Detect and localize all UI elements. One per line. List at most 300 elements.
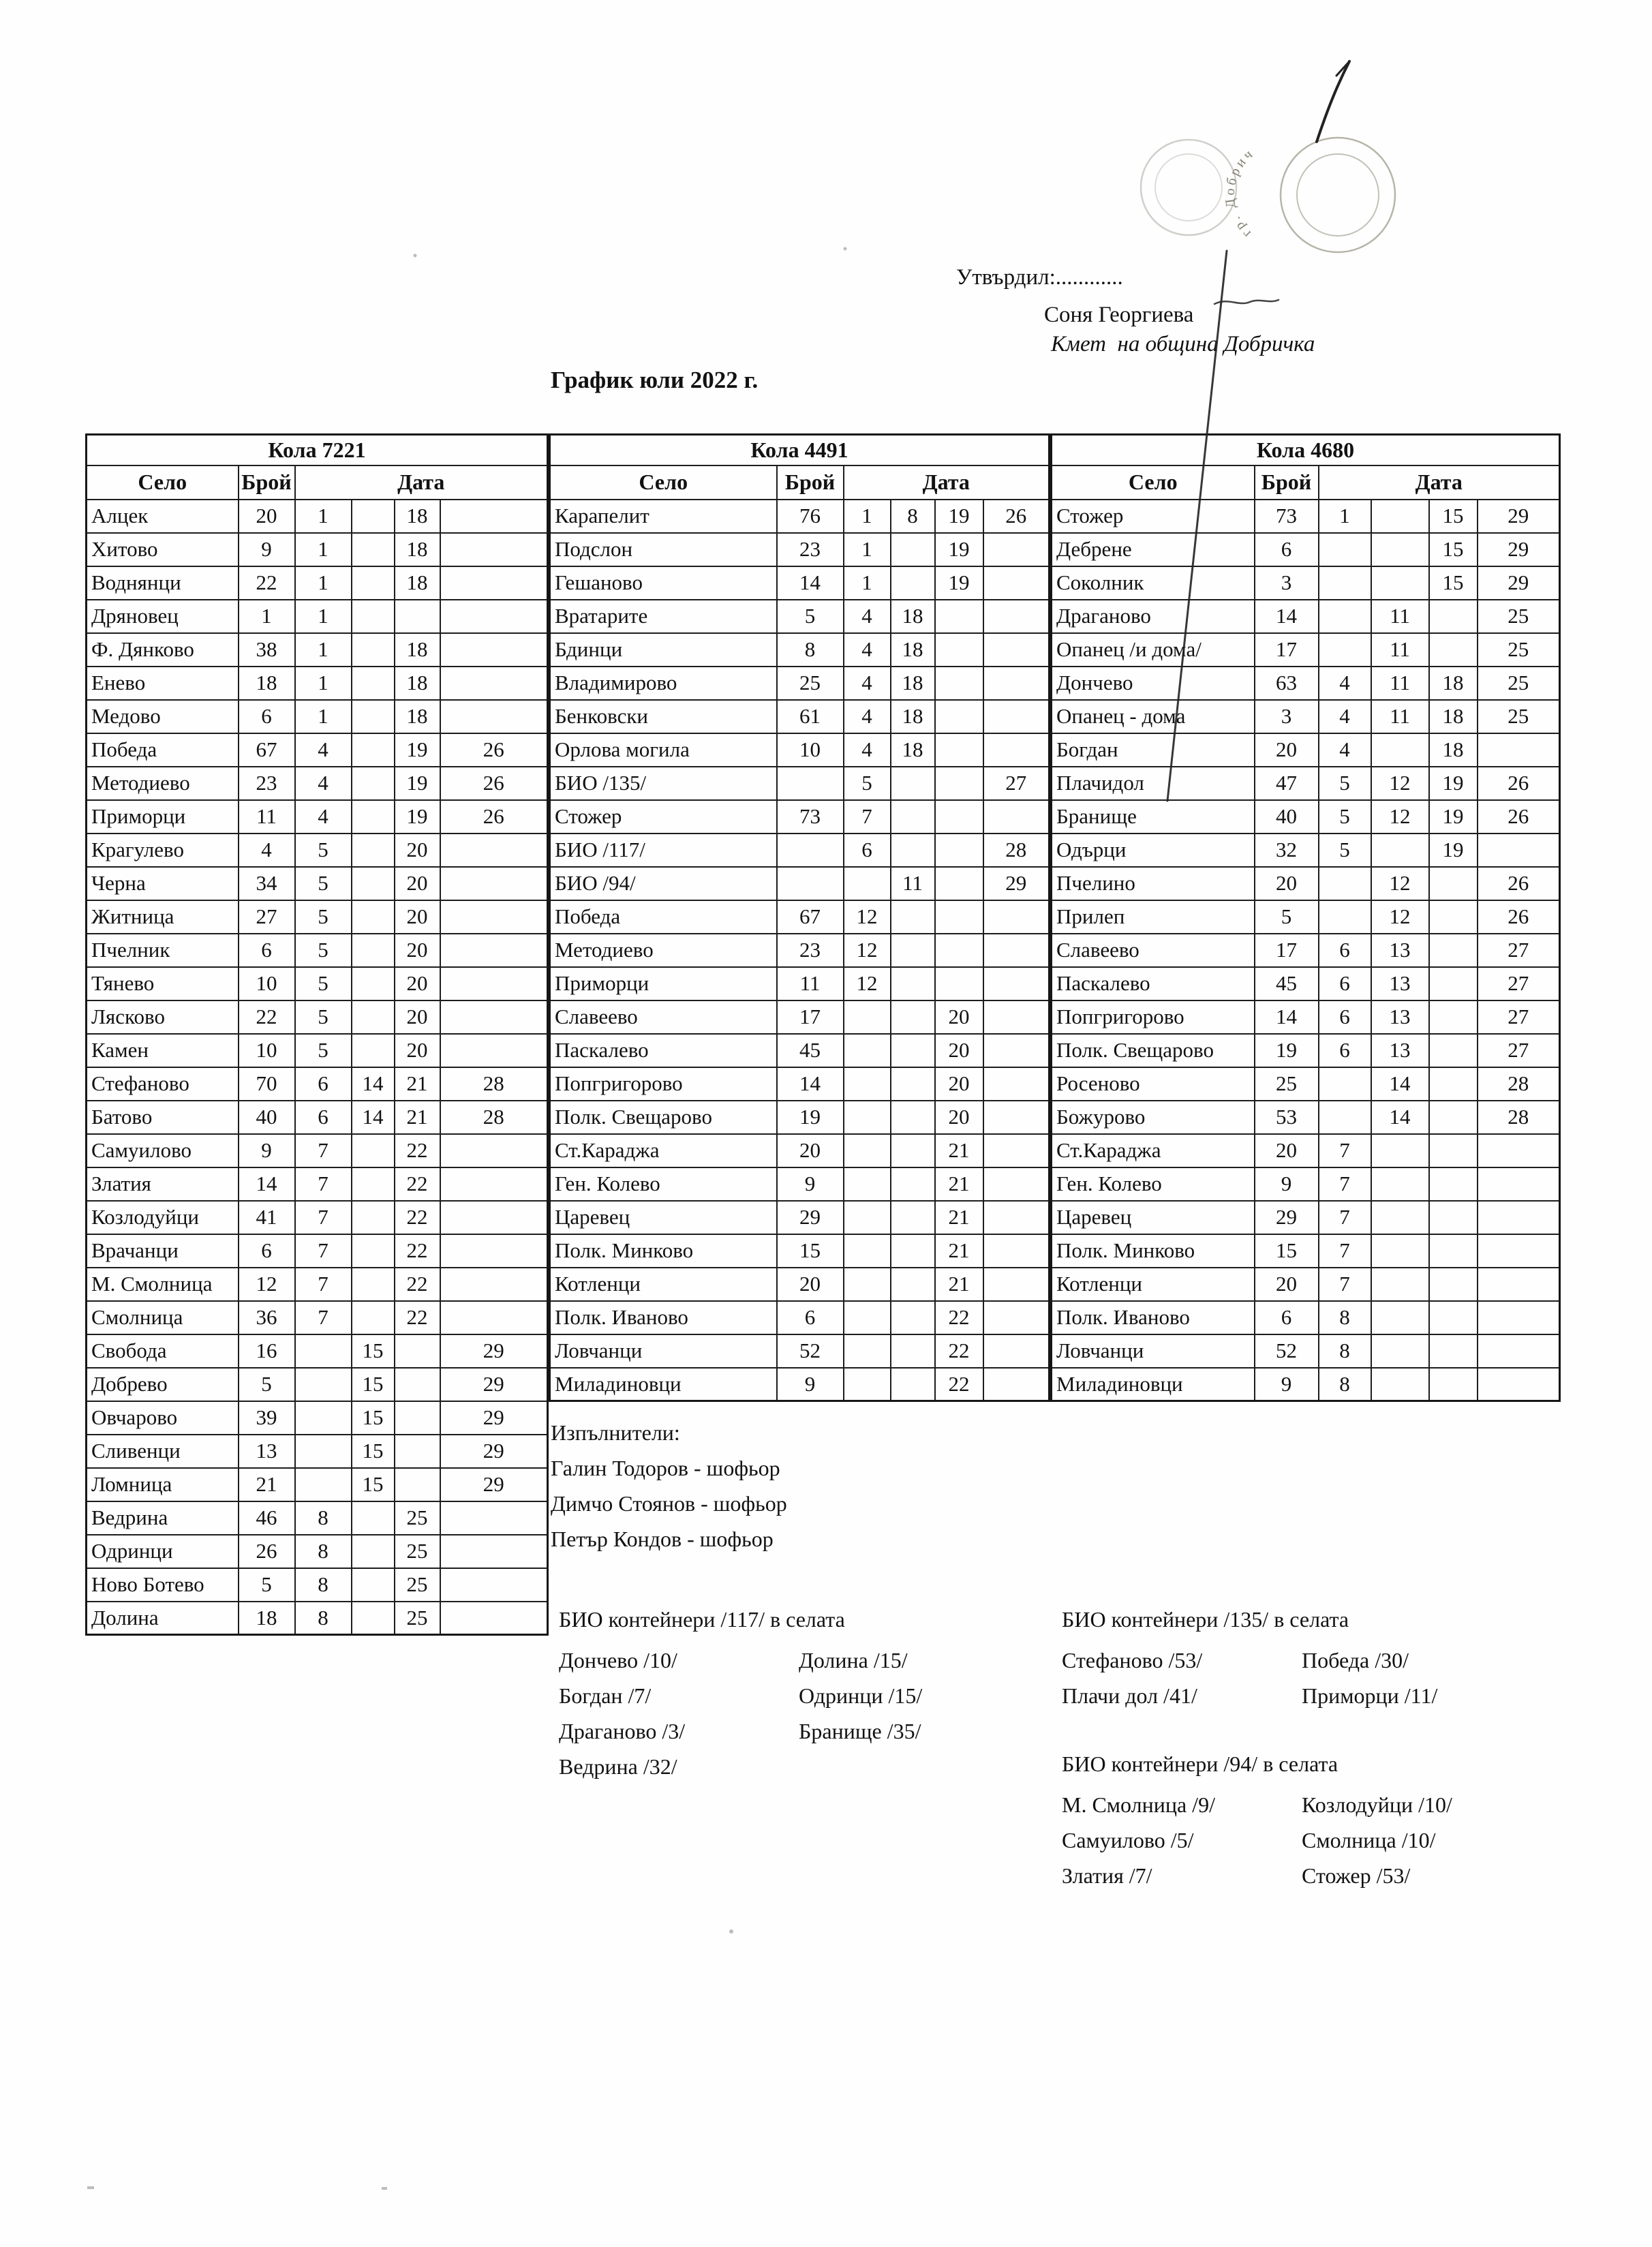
date-cell: [935, 900, 983, 934]
date-cell: 20: [935, 1000, 983, 1034]
table-row: [550, 1067, 1050, 1101]
table-row: [1052, 1000, 1560, 1034]
date-cell: [983, 967, 1050, 1000]
date-cell: 5: [1319, 834, 1371, 867]
date-cell: 7: [295, 1301, 352, 1334]
date-cell: [1478, 733, 1560, 767]
table-row: [1052, 1134, 1560, 1167]
date-cell: [891, 1000, 935, 1034]
count-cell: 5: [1255, 900, 1319, 934]
village-cell: Полк. Свещарово: [550, 1101, 777, 1134]
date-cell: [891, 566, 935, 600]
date-cell: 20: [395, 834, 440, 867]
date-cell: 8: [1319, 1334, 1371, 1368]
date-cell: 11: [1371, 700, 1429, 733]
table-row: [550, 600, 1050, 633]
date-cell: 21: [935, 1134, 983, 1167]
date-cell: [440, 1201, 548, 1234]
count-cell: 9: [777, 1167, 844, 1201]
date-cell: 20: [935, 1101, 983, 1134]
date-cell: 11: [1371, 600, 1429, 633]
village-cell: Гешаново: [550, 566, 777, 600]
stamp-left-icon: [1141, 140, 1236, 235]
count-cell: 6: [239, 700, 295, 733]
date-cell: 6: [295, 1067, 352, 1101]
date-cell: 5: [1319, 800, 1371, 834]
date-cell: [1429, 633, 1478, 667]
table-row: [550, 867, 1050, 900]
table-row: [550, 800, 1050, 834]
count-cell: 20: [1255, 1134, 1319, 1167]
table-row: [550, 967, 1050, 1000]
date-cell: [1429, 1067, 1478, 1101]
date-cell: [352, 1501, 395, 1535]
date-cell: [983, 533, 1050, 566]
table-row: [1052, 1368, 1560, 1401]
table-row: [550, 767, 1050, 800]
date-cell: [983, 700, 1050, 733]
date-cell: [891, 934, 935, 967]
date-cell: 13: [1371, 1000, 1429, 1034]
table-row: [1052, 500, 1560, 533]
date-cell: 19: [935, 533, 983, 566]
date-cell: 26: [1478, 867, 1560, 900]
date-cell: [891, 1034, 935, 1067]
stamp-right-icon: [1223, 138, 1395, 252]
date-cell: [891, 1101, 935, 1134]
date-cell: 18: [891, 667, 935, 700]
date-cell: 5: [295, 867, 352, 900]
village-cell: Енево: [87, 667, 239, 700]
date-cell: [352, 533, 395, 566]
table-row: [1052, 967, 1560, 1000]
count-cell: 6: [1255, 533, 1319, 566]
date-cell: [440, 967, 548, 1000]
table-row: [87, 1067, 548, 1101]
date-cell: 20: [395, 1034, 440, 1067]
count-cell: 14: [777, 1067, 844, 1101]
date-cell: 4: [1319, 733, 1371, 767]
bio-item: Богдан /7/: [559, 1683, 652, 1708]
date-cell: [1371, 566, 1429, 600]
date-cell: [983, 1201, 1050, 1234]
date-cell: [983, 800, 1050, 834]
table-row: [87, 1401, 548, 1435]
date-cell: 27: [983, 767, 1050, 800]
date-cell: 15: [352, 1334, 395, 1368]
date-cell: [1319, 1101, 1371, 1134]
village-cell: Полк. Свещарово: [1052, 1034, 1255, 1067]
village-cell: Стожер: [550, 800, 777, 834]
date-cell: [1319, 600, 1371, 633]
village-cell: М. Смолница: [87, 1268, 239, 1301]
count-cell: 5: [239, 1368, 295, 1401]
table-row: [550, 1201, 1050, 1234]
count-cell: 10: [239, 1034, 295, 1067]
date-cell: 5: [295, 1034, 352, 1067]
date-cell: [395, 600, 440, 633]
village-cell: Батово: [87, 1101, 239, 1134]
date-cell: [440, 1134, 548, 1167]
village-cell: Дряновец: [87, 600, 239, 633]
date-cell: 8: [295, 1568, 352, 1602]
date-cell: 6: [1319, 934, 1371, 967]
date-cell: [844, 1234, 891, 1268]
table-row: [550, 1268, 1050, 1301]
table-row: [550, 1234, 1050, 1268]
count-cell: 23: [777, 533, 844, 566]
date-cell: [1319, 1067, 1371, 1101]
table-row: [550, 700, 1050, 733]
count-cell: 52: [1255, 1334, 1319, 1368]
col-header-date: Дата: [844, 465, 1050, 500]
date-cell: [352, 1535, 395, 1568]
date-cell: [1429, 1000, 1478, 1034]
table-row: [550, 1334, 1050, 1368]
date-cell: 12: [844, 967, 891, 1000]
count-cell: 27: [239, 900, 295, 934]
date-cell: 5: [295, 934, 352, 967]
count-cell: 26: [239, 1535, 295, 1568]
date-cell: 8: [295, 1501, 352, 1535]
date-cell: [352, 1602, 395, 1635]
date-cell: 15: [1429, 533, 1478, 566]
table-row: [1052, 934, 1560, 967]
village-cell: Воднянци: [87, 566, 239, 600]
col-header-date: Дата: [295, 465, 548, 500]
village-cell: Лясково: [87, 1000, 239, 1034]
date-cell: [983, 1268, 1050, 1301]
date-cell: [352, 1568, 395, 1602]
village-cell: Дончево: [1052, 667, 1255, 700]
date-cell: [295, 1435, 352, 1468]
count-cell: 61: [777, 700, 844, 733]
date-cell: [891, 1368, 935, 1401]
village-cell: Полк. Иваново: [550, 1301, 777, 1334]
date-cell: 7: [295, 1234, 352, 1268]
date-cell: 1: [1319, 500, 1371, 533]
date-cell: 21: [935, 1167, 983, 1201]
date-cell: [440, 533, 548, 566]
car-title: Кола 4680: [1052, 435, 1560, 465]
bio-item: Стожер /53/: [1302, 1863, 1411, 1888]
date-cell: [352, 967, 395, 1000]
bio-title: БИО контейнери /135/ в селата: [1062, 1607, 1349, 1632]
village-cell: БИО /117/: [550, 834, 777, 867]
date-cell: 1: [844, 533, 891, 566]
table-row: [550, 934, 1050, 967]
table-row: [1052, 667, 1560, 700]
bio-row: [559, 1749, 922, 1784]
count-cell: 18: [239, 1602, 295, 1635]
date-cell: 4: [295, 733, 352, 767]
count-cell: 6: [777, 1301, 844, 1334]
date-cell: [935, 633, 983, 667]
date-cell: [983, 566, 1050, 600]
date-cell: [1319, 566, 1371, 600]
date-cell: [1371, 533, 1429, 566]
date-cell: [1429, 1301, 1478, 1334]
date-cell: [440, 834, 548, 867]
village-cell: Плачидол: [1052, 767, 1255, 800]
date-cell: [1371, 733, 1429, 767]
table-row: [87, 600, 548, 633]
village-cell: БИО /94/: [550, 867, 777, 900]
date-cell: [440, 700, 548, 733]
date-cell: [352, 1301, 395, 1334]
approval-label: Утвърдил:............: [956, 265, 1123, 290]
date-cell: [295, 1334, 352, 1368]
date-cell: [352, 700, 395, 733]
count-cell: 70: [239, 1067, 295, 1101]
date-cell: 20: [935, 1067, 983, 1101]
bio-title: БИО контейнери /117/ в селата: [559, 1607, 845, 1632]
date-cell: 6: [1319, 1000, 1371, 1034]
table-row: [1052, 834, 1560, 867]
date-cell: 18: [891, 733, 935, 767]
count-cell: 15: [1255, 1234, 1319, 1268]
village-cell: Миладиновци: [550, 1368, 777, 1401]
date-cell: [983, 633, 1050, 667]
date-cell: [891, 1234, 935, 1268]
date-cell: [295, 1468, 352, 1501]
date-cell: 4: [844, 733, 891, 767]
village-cell: Долина: [87, 1602, 239, 1635]
bio-item: Козлодуйци /10/: [1302, 1792, 1452, 1817]
count-cell: 8: [777, 633, 844, 667]
date-cell: [440, 1568, 548, 1602]
date-cell: 4: [844, 700, 891, 733]
village-cell: Пчелник: [87, 934, 239, 967]
date-cell: [352, 600, 395, 633]
table-row: [1052, 600, 1560, 633]
date-cell: 15: [352, 1401, 395, 1435]
date-cell: [844, 1268, 891, 1301]
count-cell: 25: [777, 667, 844, 700]
date-cell: 20: [395, 1000, 440, 1034]
village-cell: Опанец - дома: [1052, 700, 1255, 733]
date-cell: [844, 1301, 891, 1334]
village-cell: Златия: [87, 1167, 239, 1201]
village-cell: Победа: [550, 900, 777, 934]
count-cell: 17: [1255, 934, 1319, 967]
village-cell: Карапелит: [550, 500, 777, 533]
table-row: [550, 1301, 1050, 1334]
village-cell: Овчарово: [87, 1401, 239, 1435]
date-cell: 18: [395, 566, 440, 600]
count-cell: 6: [1255, 1301, 1319, 1334]
count-cell: 25: [1255, 1067, 1319, 1101]
date-cell: [1319, 533, 1371, 566]
date-cell: 6: [1319, 967, 1371, 1000]
count-cell: 10: [777, 733, 844, 767]
count-cell: 63: [1255, 667, 1319, 700]
date-cell: [935, 767, 983, 800]
date-cell: [1319, 633, 1371, 667]
date-cell: [935, 867, 983, 900]
village-cell: Миладиновци: [1052, 1368, 1255, 1401]
village-cell: Полк. Минково: [1052, 1234, 1255, 1268]
date-cell: 22: [395, 1167, 440, 1201]
date-cell: [352, 633, 395, 667]
date-cell: 26: [440, 800, 548, 834]
date-cell: 25: [1478, 700, 1560, 733]
date-cell: 19: [1429, 834, 1478, 867]
date-cell: 29: [440, 1334, 548, 1368]
table-row: [87, 1101, 548, 1134]
count-cell: 3: [1255, 700, 1319, 733]
date-cell: [1371, 1368, 1429, 1401]
document-title: График юли 2022 г.: [551, 367, 759, 393]
date-cell: 18: [1429, 733, 1478, 767]
date-cell: [395, 1334, 440, 1368]
village-cell: Добрево: [87, 1368, 239, 1401]
date-cell: [935, 934, 983, 967]
table-row: [87, 834, 548, 867]
date-cell: 1: [295, 667, 352, 700]
bio-item: М. Смолница /9/: [1062, 1792, 1215, 1817]
col-header-village: Село: [87, 465, 239, 500]
date-cell: 8: [1319, 1368, 1371, 1401]
count-cell: 4: [239, 834, 295, 867]
date-cell: [983, 1067, 1050, 1101]
table-row: [87, 900, 548, 934]
date-cell: [352, 800, 395, 834]
village-cell: Божурово: [1052, 1101, 1255, 1134]
date-cell: 22: [935, 1368, 983, 1401]
date-cell: 8: [1319, 1301, 1371, 1334]
count-cell: 12: [239, 1268, 295, 1301]
count-cell: 13: [239, 1435, 295, 1468]
village-cell: Козлодуйци: [87, 1201, 239, 1234]
date-cell: [891, 967, 935, 1000]
table-row: [87, 967, 548, 1000]
date-cell: 20: [395, 967, 440, 1000]
date-cell: 4: [1319, 667, 1371, 700]
count-cell: 40: [1255, 800, 1319, 834]
stamp-text: гр. Добрич: [1222, 145, 1258, 241]
date-cell: [295, 1401, 352, 1435]
bio-item: Долина /15/: [799, 1648, 908, 1672]
date-cell: 27: [1478, 934, 1560, 967]
date-cell: [1429, 967, 1478, 1000]
date-cell: [844, 1334, 891, 1368]
date-cell: 4: [295, 767, 352, 800]
executors-title: Изпълнители:: [551, 1420, 680, 1445]
table-row: [1052, 633, 1560, 667]
village-cell: Сливенци: [87, 1435, 239, 1468]
count-cell: 52: [777, 1334, 844, 1368]
date-cell: [1478, 1134, 1560, 1167]
village-cell: Тянево: [87, 967, 239, 1000]
count-cell: 10: [239, 967, 295, 1000]
executor-item: Димчо Стоянов - шофьор: [551, 1491, 787, 1516]
bio-row: [559, 1713, 922, 1749]
date-cell: 29: [1478, 500, 1560, 533]
date-cell: [1429, 1368, 1478, 1401]
date-cell: 18: [395, 500, 440, 533]
date-cell: [891, 1334, 935, 1368]
count-cell: 3: [1255, 566, 1319, 600]
bio-item: Дончево /10/: [559, 1648, 677, 1672]
date-cell: [1429, 1334, 1478, 1368]
village-cell: Котленци: [550, 1268, 777, 1301]
date-cell: 25: [395, 1501, 440, 1535]
table-row: [1052, 700, 1560, 733]
date-cell: [1429, 900, 1478, 934]
date-cell: [440, 1167, 548, 1201]
date-cell: 15: [1429, 566, 1478, 600]
date-cell: 22: [395, 1134, 440, 1167]
date-cell: [1371, 1201, 1429, 1234]
date-cell: 18: [395, 533, 440, 566]
table-row: [1052, 1301, 1560, 1334]
date-cell: [935, 667, 983, 700]
date-cell: 18: [395, 633, 440, 667]
bio-item: Ведрина /32/: [559, 1754, 677, 1779]
date-cell: [1478, 1234, 1560, 1268]
bio-item: Самуилово /5/: [1062, 1828, 1194, 1852]
date-cell: [1371, 1234, 1429, 1268]
date-cell: 22: [395, 1234, 440, 1268]
date-cell: 1: [295, 633, 352, 667]
car-title: Кола 7221: [87, 435, 548, 465]
table-row: [550, 633, 1050, 667]
date-cell: 14: [1371, 1101, 1429, 1134]
village-cell: Приморци: [550, 967, 777, 1000]
date-cell: [891, 767, 935, 800]
date-cell: [983, 1134, 1050, 1167]
date-cell: 13: [1371, 934, 1429, 967]
date-cell: 11: [891, 867, 935, 900]
count-cell: 46: [239, 1501, 295, 1535]
count-cell: 9: [239, 533, 295, 566]
date-cell: [891, 1067, 935, 1101]
village-cell: Свобода: [87, 1334, 239, 1368]
village-cell: Богдан: [1052, 733, 1255, 767]
table-row: [1052, 533, 1560, 566]
count-cell: 20: [1255, 733, 1319, 767]
date-cell: 29: [440, 1401, 548, 1435]
date-cell: 4: [844, 600, 891, 633]
date-cell: [1429, 867, 1478, 900]
date-cell: [844, 1167, 891, 1201]
date-cell: [844, 1201, 891, 1234]
date-cell: 5: [1319, 767, 1371, 800]
date-cell: [352, 733, 395, 767]
village-cell: Опанец /и дома/: [1052, 633, 1255, 667]
date-cell: 15: [352, 1368, 395, 1401]
date-cell: [1371, 1301, 1429, 1334]
date-cell: [983, 1034, 1050, 1067]
date-cell: 1: [295, 500, 352, 533]
village-cell: Медово: [87, 700, 239, 733]
date-cell: 6: [1319, 1034, 1371, 1067]
date-cell: 20: [935, 1034, 983, 1067]
date-cell: 14: [352, 1067, 395, 1101]
date-cell: 28: [1478, 1101, 1560, 1134]
date-cell: 8: [891, 500, 935, 533]
village-cell: Ведрина: [87, 1501, 239, 1535]
table-row: [87, 1368, 548, 1401]
date-cell: [1478, 1334, 1560, 1368]
date-cell: [440, 600, 548, 633]
date-cell: 26: [1478, 800, 1560, 834]
svg-text:гр. Добрич: [1223, 145, 1258, 241]
date-cell: 20: [395, 934, 440, 967]
table-row: [1052, 733, 1560, 767]
date-cell: [352, 1167, 395, 1201]
